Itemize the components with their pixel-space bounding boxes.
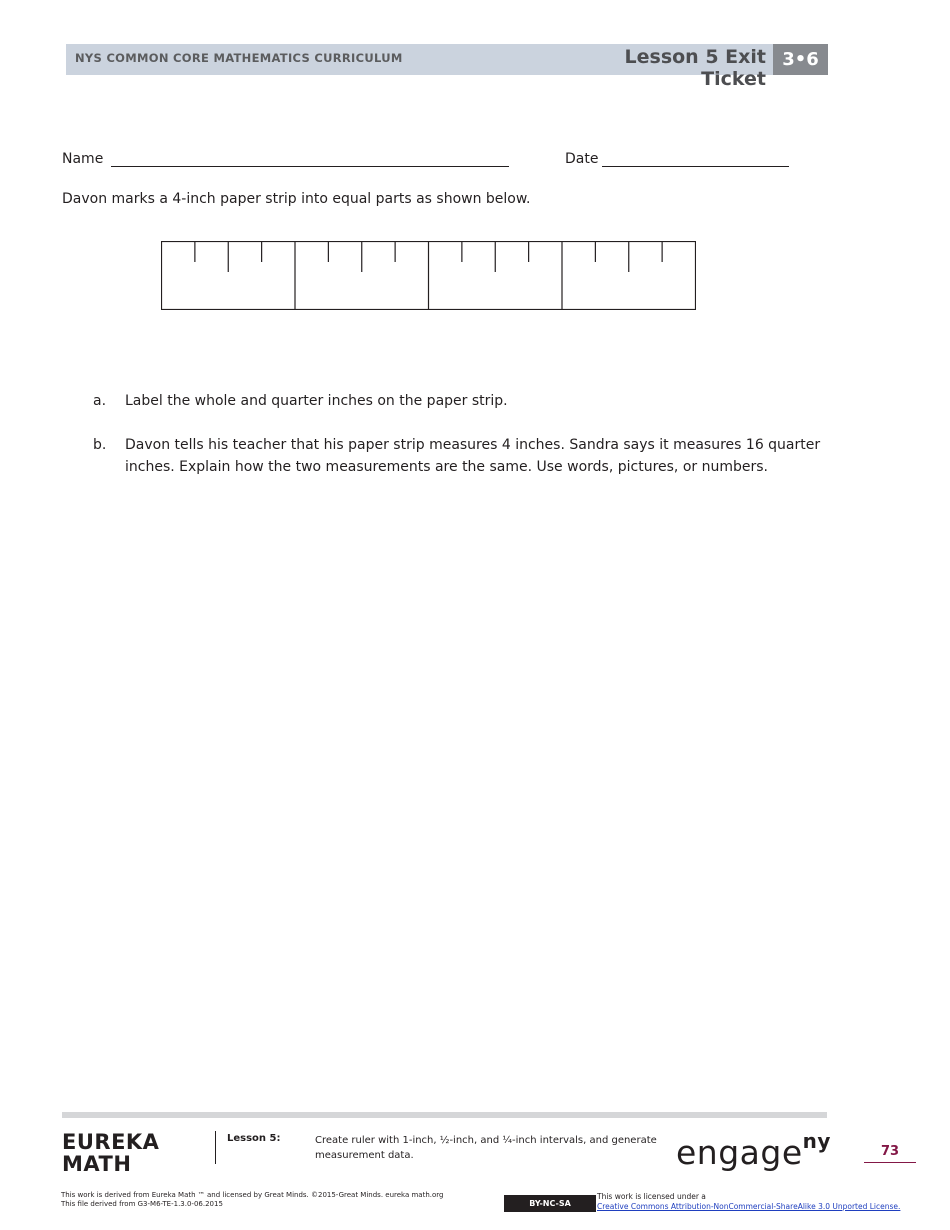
logo-line-1: EUREKA xyxy=(62,1130,160,1154)
logo-line-2: MATH xyxy=(62,1152,132,1176)
derived-line-2: This file derived from G3-M6-TE-1.3.0-06.2015 xyxy=(61,1200,223,1208)
license-line-1: This work is licensed under a xyxy=(597,1192,706,1201)
engage-sup: ny xyxy=(802,1129,831,1153)
footer-lesson-description: Create ruler with 1-inch, ½-inch, and ¼-inch intervals, and generate measurement data. xyxy=(315,1135,657,1161)
name-label: Name xyxy=(62,151,104,167)
engageny-logo xyxy=(676,1129,831,1172)
footer-divider xyxy=(62,1112,827,1118)
grade-module-badge: 3•6 xyxy=(773,44,828,75)
question-b-letter: b. xyxy=(93,437,107,453)
date-label: Date xyxy=(565,151,599,167)
lesson-title: Lesson 5 Exit Ticket xyxy=(624,46,766,90)
license-link[interactable]: Creative Commons Attribution-NonCommercial-ShareAlike 3.0 Unported License. xyxy=(597,1202,901,1211)
intro-text: Davon marks a 4-inch paper strip into equal parts as shown below. xyxy=(62,191,531,207)
eureka-math-logo xyxy=(62,1131,159,1175)
name-field[interactable] xyxy=(111,166,509,167)
cc-badge-text: BY-NC-SA xyxy=(529,1199,571,1208)
engage-text: engage xyxy=(676,1133,803,1172)
question-a-text: Label the whole and quarter inches on the paper strip. xyxy=(125,393,508,409)
derived-notice xyxy=(61,1191,443,1209)
license-notice xyxy=(597,1192,900,1212)
question-b-line-2: inches. Explain how the two measurements are the same. Use words, pictures, or numbers. xyxy=(125,459,768,475)
derived-line-1: This work is derived from Eureka Math ™ and licensed by Great Minds. ©2015-Great Minds. eureka math.org xyxy=(61,1191,444,1199)
page-number-underline xyxy=(864,1162,916,1163)
footer-lesson-label: Lesson 5: xyxy=(227,1133,281,1144)
question-b-line-1: Davon tells his teacher that his paper strip measures 4 inches. Sandra says it measures 16 quarter xyxy=(125,437,821,453)
page-number: 73 xyxy=(880,1144,900,1159)
footer-separator xyxy=(215,1131,216,1164)
paper-strip-diagram xyxy=(161,241,696,310)
curriculum-title: NYS COMMON CORE MATHEMATICS CURRICULUM xyxy=(75,51,403,65)
date-field[interactable] xyxy=(602,166,789,167)
cc-license-badge xyxy=(504,1195,596,1212)
question-a-letter: a. xyxy=(93,393,107,409)
